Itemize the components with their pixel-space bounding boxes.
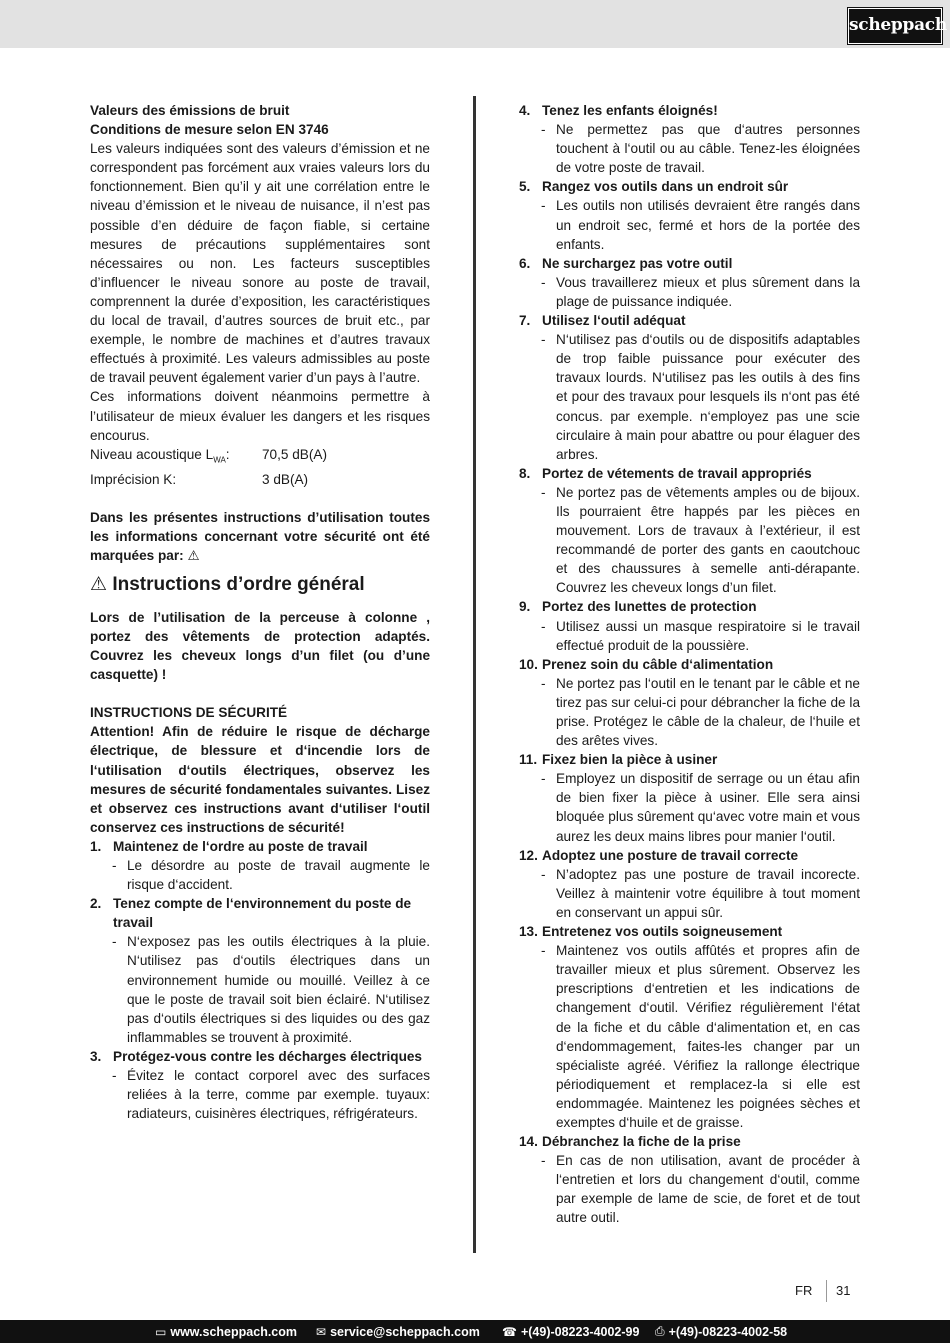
item-title: Portez de vétements de travail appropriés (542, 465, 812, 481)
sound-level-row (90, 445, 430, 470)
item-text: Maintenez vos outils affûtés et propres afin de travailler mieux et plus sûrement. Observez les prescriptions d‘entretien et les indications de changement d‘outil. Vérifiez régulièrement l‘état de la fiche et du câble d‘alimentation et, en cas d‘endommagement, faites-les changer par un spécialiste agréé. Vérifiez la rallonge électrique périodiquement et remplacez-la si elle est endommagée. Maintenez les poignées sèches et exemptes d‘huile et de graisse. (556, 943, 860, 1130)
list-item: 10. Prenez soin du câble d‘alimentation - Ne portez pas l‘outil en le tenant par le câble et ne tirez pas sur celui-ci pour débrancher la fiche de la prise. Protégez le câble de la chaleur, de l‘huile et des arêtes vives. (519, 656, 860, 749)
item-text: Utilisez aussi un masque respiratoire si le travail effectué produit de la poussière. (556, 618, 860, 653)
fax-icon: ⎙ (655, 1324, 665, 1338)
list-item: 7. Utilisez l‘outil adéquat - N‘utilisez pas d‘outils ou de dispositifs adaptables de trop faible puissance pour exécuter des travaux lourds. N‘utilisez pas les outils à des fins et pour des travaux pour lesquels ils n‘ont pas été concus. par exemple. n‘employez pas une scie circulaire à main pour abattre ou pour élaguer des arbres. (519, 313, 860, 462)
list-item: 14. Débranchez la fiche de la prise - En cas de non utilisation, avant de procéder à l‘entretien et lors du changement d‘outil, comme par exemple de lame de scie, de foret et de tout autre outil. (519, 1134, 860, 1226)
phone-number: ☎ +(49)-08223-4002-99 (502, 1324, 640, 1339)
item-title: Protégez-vous contre les décharges électriques (113, 1048, 422, 1064)
mail-icon: ✉ (316, 1324, 327, 1339)
item-text: En cas de non utilisation, avant de procéder à l‘entretien et lors du changement d‘outil, comme par exemple de lame de scie, de foret et de tout autre outil. (556, 1153, 860, 1226)
item-title: Débranchez la fiche de la prise (542, 1134, 741, 1150)
item-text: Ne permettez pas que d‘autres personnes touchent à l‘outil ou au câble. Tenez-les éloignées de votre poste de travail. (556, 122, 860, 176)
item-title: Tenez les enfants éloignés! (542, 103, 718, 118)
imprecision-label: Imprécision K: (90, 471, 177, 487)
list-item: 9. Portez des lunettes de protection - Utilisez aussi un masque respiratoire si le travail effectué produit de la poussière. (519, 599, 860, 653)
footer-separator (826, 1280, 827, 1302)
warning-icon: ⚠ (187, 547, 200, 563)
list-item: 4. Tenez les enfants éloignés! - Ne permettez pas que d‘autres personnes touchent à l‘outil ou au câble. Tenez-les éloignées de votre poste de travail. (519, 103, 860, 176)
contact-footer (0, 1320, 950, 1343)
general-instructions-heading: ⚠ Instructions d’ordre général (90, 573, 365, 595)
left-column (90, 101, 430, 1123)
phone-icon: ☎ (502, 1324, 517, 1339)
safety-heading: INSTRUCTIONS DE SÉCURITÉ (90, 705, 288, 721)
item-title: Prenez soin du câble d‘alimentation (542, 656, 774, 672)
item-text: N’adoptez pas une posture de travail incorecte. Veillez à maintenir votre équilibre à tout moment en conservant un appui sûr. (556, 866, 860, 920)
brand-logo: scheppach (848, 8, 942, 44)
warning-icon: ⚠ (90, 573, 108, 595)
list-item: 1. Maintenez de l‘ordre au poste de travail - Le désordre au poste de travail augmente le risque d‘accident. (90, 838, 430, 893)
item-title: Maintenez de l‘ordre au poste de travail (113, 838, 368, 854)
item-text: Employez un dispositif de serrage ou un étau afin de bien fixer la pièce à usiner. Elle sera ainsi bloquée plus sûrement qu‘avec votre main et vous aurez les deux mains libres pour manier l‘outil. (556, 771, 860, 844)
email-link[interactable]: ✉ service@scheppach.com (316, 1324, 480, 1339)
column-divider (473, 96, 476, 1253)
noise-title: Valeurs des émissions de bruit (90, 103, 290, 118)
website-link[interactable]: ▭ www.scheppach.com (155, 1324, 297, 1339)
list-item: 5. Rangez vos outils dans un endroit sûr - Les outils non utilisés devraient être rangés dans un endroit sec, fermé et hors de la portée des enfants. (519, 179, 860, 252)
item-title: Ne surchargez pas votre outil (542, 255, 733, 271)
top-banner (0, 0, 950, 48)
item-text: Les outils non utilisés devraient être rangés dans un endroit sec, fermé et hors de la portée des enfants. (556, 198, 860, 252)
item-title: Entretenez vos outils soigneusement (542, 924, 783, 940)
sound-level-label: Niveau acoustique $L_{WA}$: (90, 446, 230, 465)
page-number: 31 (836, 1283, 851, 1298)
list-item: 13. Entretenez vos outils soigneusement - Maintenez vos outils affûtés et propres afin de travailler mieux et plus sûrement. Observez les prescriptions d‘entretien et les indications de changement d‘outil. Vérifiez régulièrement l‘état de la fiche et du câble d‘alimentation et, en cas d‘endommagement, faites-les changer par un spécialiste agréé. Vérifiez la rallonge électrique périodiquement et remplacez-la si elle est endommagée. Maintenez les poignées sèches et exemptes d‘huile et de graisse. (519, 924, 860, 1130)
item-title: Utilisez l‘outil adéquat (542, 313, 686, 329)
item-title: Fixez bien la pièce à usiner (542, 752, 718, 768)
item-title: Rangez vos outils dans un endroit sûr (542, 179, 789, 195)
list-item: 11. Fixez bien la pièce à usiner - Employez un dispositif de serrage ou un étau afin de bien fixer la pièce à usiner. Elle sera ainsi bloquée plus sûrement qu‘avec votre main et vous aurez les deux mains libres pour manier l‘outil. (519, 752, 860, 844)
list-item: 8. Portez de vétements de travail appropriés - Ne portez pas de vêtements amples ou de bijoux. Ils pourraient être happés par les pièces en mouvement. Lors de travaux à l’extérieur, il est recommandé de porter des gants en caoutchouc et des chaussures à semelle anti-dérapante. Couvrez les cheveux longs d’un filet. (519, 465, 860, 596)
right-column (519, 101, 860, 1228)
safety-marking-note: Dans les présentes instructions d’utilisation toutes les informations concernant votre sécurité ont été marquées par: ⚠ (90, 509, 430, 563)
safety-attention: Attention! Afin de réduire le risque de décharge électrique, de blessure et d‘incendie lors de l‘utilisation d‘outils électriques, observez les mesures de sécurité fondamentales suivantes. Lisez et observez ces instructions avant d‘utiliser l‘outil conservez ces instructions de sécurité! (90, 724, 430, 835)
item-title: Tenez compte de l‘environnement du poste de travail (113, 896, 412, 931)
item-text: Vous travaillerez mieux et plus sûrement dans la plage de puissance indiquée. (556, 274, 860, 309)
item-text: Ne portez pas de vêtements amples ou de bijoux. Ils pourraient être happés par les pièces en mouvement. Lors de travaux à l’extérieur, il est recommandé de porter des gants en caoutchouc et des chaussures à semelle anti-dérapante. Couvrez les cheveux longs d’un filet. (556, 484, 860, 596)
imprecision-row (90, 470, 430, 489)
safety-list-left (90, 837, 430, 1123)
list-item: 3. Protégez-vous contre les décharges électriques - Évitez le contact corporel avec des surfaces reliées à la terre, comme par exemple. tuyaux: radiateurs, cuisinères électriques, réfrigérateurs. (90, 1048, 430, 1122)
language-label: FR (795, 1283, 813, 1298)
noise-paragraph: Les valeurs indiquées sont des valeurs d’émission et ne correspondent pas forcément aux vraies valeurs lors du fonctionnement. Bien qu’il y ait une corrélation entre le niveau d’émission et le niveau de nuisance, il n’est pas possible d’en déduire de façon fiable, si certaine mesures de précautions supplémentaires sont nécessaires ou non. Les facteurs susceptibles d’influencer le niveau sonore au poste de travail, comprennent la durée d’exposition, les caractéristiques du local de travail, d’autres sources de bruit etc., par exemple, le nombre de machines et d’autres travaux effectués à proximité. Les valeurs admissibles au poste de travail peuvent également varier d’un pays à l’autre. (90, 141, 430, 386)
item-text: N‘exposez pas les outils électriques à la pluie. N‘utilisez pas d‘outils électriques dans un environnement humide ou mouillé. Veillez à ce que le poste de travail soit bien éclairé. N‘utilisez pas d‘outils électriques si des liquides ou des gaz inflammables se trouvent à proximité. (127, 934, 430, 1045)
list-item: 6. Ne surchargez pas votre outil - Vous travaillerez mieux et plus sûrement dans la plage de puissance indiquée. (519, 255, 860, 309)
computer-icon: ▭ (155, 1324, 167, 1339)
item-title: Adoptez une posture de travail correcte (542, 847, 799, 863)
general-intro: Lors de l’utilisation de la perceuse à colonne , portez des vêtements de protection adaptés. Couvrez les cheveux longs d’un filet (ou d’une casquette) ! (90, 609, 430, 683)
fax-number: ⎙ +(49)-08223-4002-58 (655, 1324, 788, 1339)
list-item: 12. Adoptez une posture de travail correcte - N’adoptez pas une posture de travail incorecte. Veillez à maintenir votre équilibre à tout moment en conservant un appui sûr. (519, 847, 860, 920)
sound-level-value: 70,5 dB(A) (262, 446, 327, 462)
item-text: N‘utilisez pas d‘outils ou de dispositifs adaptables de trop faible puissance pour exécuter des travaux lourds. N‘utilisez pas les outils à des fins et pour des travaux pour lesquels ils n‘ont pas été concus. par exemple. n‘employez pas une scie circulaire à main pour abattre ou pour élaguer des arbres. (556, 332, 860, 462)
imprecision-value: 3 dB(A) (262, 471, 309, 487)
item-text: Évitez le contact corporel avec des surfaces reliées à la terre, comme par exemple. tuyaux: radiateurs, cuisinères électriques, réfrigérateurs. (127, 1068, 430, 1122)
list-item: 2. Tenez compte de l‘environnement du poste de travail - N‘exposez pas les outils électriques à la pluie. N‘utilisez pas d‘outils électriques dans un environnement humide ou mouillé. Veillez à ce que le poste de travail soit bien éclairé. N‘utilisez pas d‘outils électriques si des liquides ou des gaz inflammables se trouvent à proximité. (90, 896, 430, 1045)
noise-subtitle: Conditions de mesure selon EN 3746 (90, 122, 329, 138)
item-text: Ne portez pas l‘outil en le tenant par le câble et ne tirez pas sur celui-ci pour débrancher la fiche de la prise. Protégez le câble de la chaleur, de l‘huile et des arêtes vives. (556, 675, 860, 749)
item-text: Le désordre au poste de travail augmente le risque d‘accident. (127, 858, 430, 893)
item-title: Portez des lunettes de protection (542, 599, 757, 615)
noise-paragraph-2: Ces informations doivent néanmoins permettre à l’utilisateur de mieux évaluer les dangers et les risques encourus. (90, 389, 430, 443)
